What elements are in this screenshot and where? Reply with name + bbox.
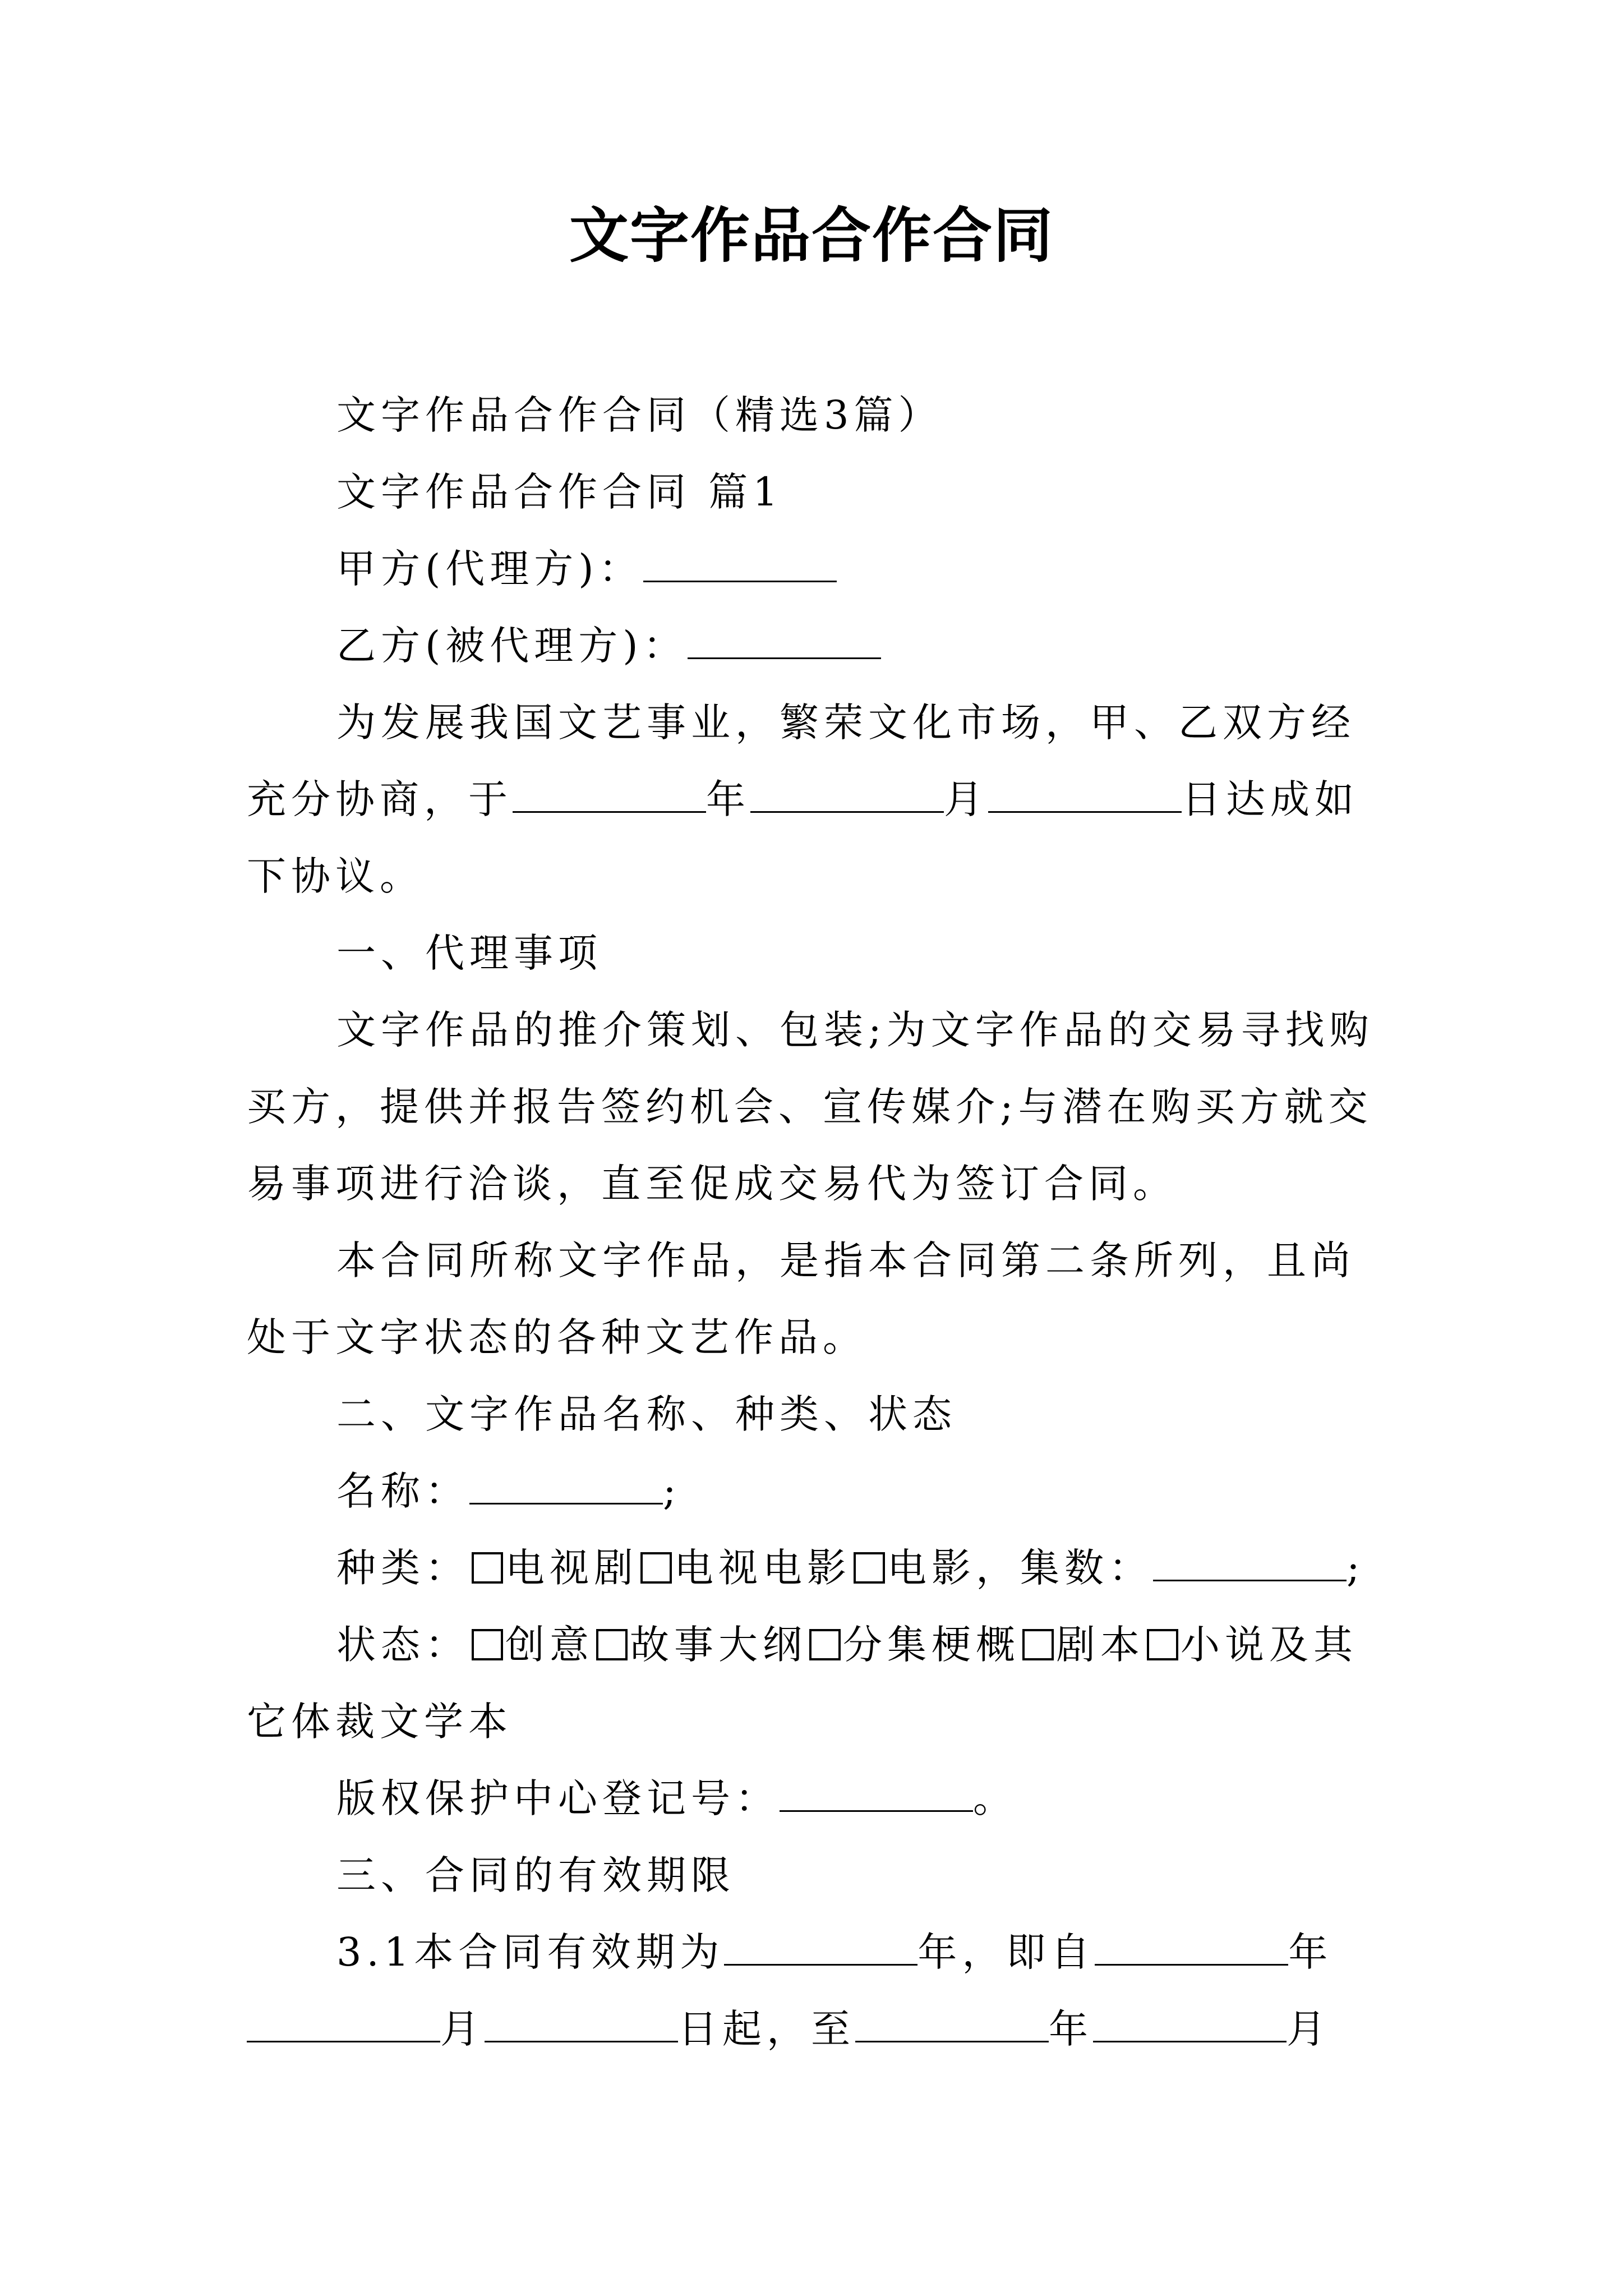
intro-month-blank[interactable]: [750, 774, 944, 813]
term-years-blank[interactable]: [724, 1927, 917, 1966]
type-line: [247, 1530, 1391, 1607]
checkbox-script[interactable]: [1022, 1629, 1054, 1660]
intro-paragraph: [247, 684, 1391, 915]
status-option-idea: 创意: [505, 1622, 594, 1668]
checkbox-tv-series[interactable]: [472, 1552, 503, 1584]
party-b-label: 乙方(被代理方)：: [336, 623, 688, 669]
type-option-film: 电影，集数：: [887, 1545, 1153, 1591]
clause3-1-day-to: 日起，至: [678, 2006, 855, 2052]
clause1-heading: 一、代理事项: [336, 930, 602, 976]
intro-day-blank[interactable]: [988, 774, 1182, 813]
party-a-blank[interactable]: [643, 544, 837, 583]
document-body: [247, 377, 1391, 2068]
name-line: [247, 1453, 1391, 1530]
party-a-label: 甲方(代理方)：: [336, 546, 643, 592]
clause3-1-month: 月: [440, 2006, 485, 2052]
episodes-blank[interactable]: [1153, 1543, 1347, 1582]
type-option-tv-series: 电视剧: [505, 1545, 638, 1591]
intro-month-label: 月: [944, 776, 988, 822]
document-title: 文字作品合作合同: [569, 200, 1054, 270]
clause1-text: 文字作品的推介策划、包装;为文字作品的交易寻找购买方，提供并报告签约机会、宣传媒介;与潜在购买方就交易事项进行洽谈，直至促成交易代为签订合同。: [247, 1007, 1374, 1207]
name-end: ;: [663, 1468, 681, 1514]
type-option-tv-film: 电视电影: [674, 1545, 851, 1591]
intro-text: 为发展我国文艺事业，繁荣文化市场，甲、乙双方经充分协商，于: [247, 700, 1355, 822]
start-year-blank[interactable]: [1095, 1927, 1288, 1966]
clause3-1-year-from: 年，即自: [917, 1929, 1095, 1975]
copyright-end: 。: [973, 1775, 1017, 1821]
checkbox-outline[interactable]: [596, 1629, 628, 1660]
clause3-heading: 三、合同的有效期限: [336, 1852, 735, 1898]
copyright-blank[interactable]: [780, 1773, 973, 1812]
clause1-definition: 本合同所称文字作品，是指本合同第二条所列，且尚处于文字状态的各种文艺作品。: [247, 1237, 1355, 1360]
intro-tail: 日达成如下协议。: [247, 776, 1359, 899]
party-a-line: [247, 531, 1391, 608]
checkbox-tv-film[interactable]: [640, 1552, 672, 1584]
name-label: 名称：: [336, 1468, 469, 1514]
status-option-script: 剧本: [1056, 1622, 1145, 1668]
type-end: ;: [1347, 1545, 1365, 1591]
status-option-novel: 小说及其它体裁文学本: [247, 1622, 1358, 1745]
end-month-blank[interactable]: [1093, 2004, 1287, 2043]
clause3-1-prefix: 3.1本合同有效期为: [336, 1929, 725, 1975]
checkbox-novel[interactable]: [1147, 1629, 1178, 1660]
intro-year-blank[interactable]: [513, 774, 706, 813]
checkbox-film[interactable]: [854, 1552, 885, 1584]
copyright-line: [247, 1760, 1391, 1837]
start-day-blank[interactable]: [485, 2004, 678, 2043]
status-option-synopsis: 分集梗概: [843, 1622, 1020, 1668]
clause3-1-year: 年: [1288, 1929, 1333, 1975]
status-label: 状态：: [336, 1622, 469, 1668]
status-option-outline: 故事大纲: [630, 1622, 807, 1668]
clause3-1-year2: 年: [1049, 2006, 1093, 2052]
party-b-line: [247, 608, 1391, 684]
checkbox-synopsis[interactable]: [809, 1629, 841, 1660]
status-line: [247, 1607, 1391, 1760]
intro-year-label: 年: [706, 776, 750, 822]
party-b-blank[interactable]: [688, 620, 881, 660]
copyright-label: 版权保护中心登记号：: [336, 1775, 780, 1821]
subtitle: 文字作品合作合同（精选3篇）: [336, 392, 943, 438]
checkbox-idea[interactable]: [472, 1629, 503, 1660]
start-month-blank[interactable]: [247, 2004, 440, 2043]
type-label: 种类：: [336, 1545, 469, 1591]
name-blank[interactable]: [469, 1466, 663, 1505]
end-year-blank[interactable]: [855, 2004, 1049, 2043]
clause3-1-month2: 月: [1287, 2006, 1331, 2052]
clause3-1: [247, 1914, 1391, 2068]
section-heading: 文字作品合作合同 篇1: [336, 469, 783, 515]
clause2-heading: 二、文字作品名称、种类、状态: [336, 1391, 957, 1437]
